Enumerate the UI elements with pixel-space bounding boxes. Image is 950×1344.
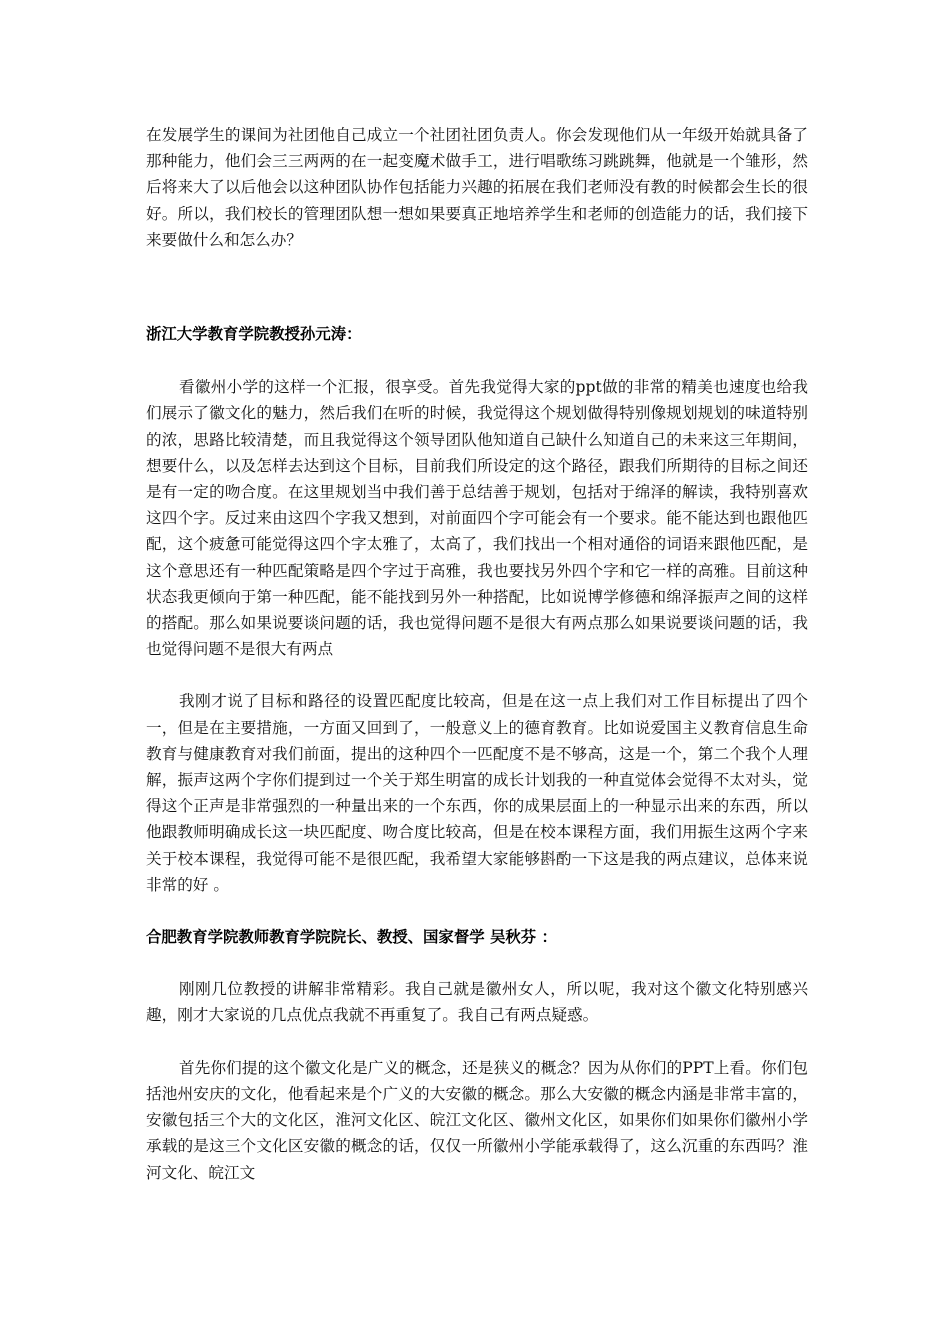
paragraph-wu-1: 刚刚几位教授的讲解非常精彩。我自己就是徽州女人，所以呢，我对这个徽文化特别感兴趣，刚才大家说的几点优点我就不再重复了。我自己有两点疑惑。 [146, 980, 808, 1025]
paragraph-wu-2: 首先你们提的这个徽文化是广义的概念，还是狭义的概念？因为从你们的PPT上看。你们包括池州安庆的文化，他看起来是个广义的大安徽的概念。那么大安徽的概念内涵是非常丰富的，安徽包括三个大的文化区，淮河文化区、皖江文化区、徽州文化区，如果你们如果你们徽州小学承载的是这三个文化区安徽的概念的话，仅仅一所徽州小学能承载得了，这么沉重的东西吗？淮河文化、皖江文 [146, 1058, 808, 1182]
speaker-heading-wu-qiufen: 合肥教育学院教师教育学院院长、教授、国家督学 吴秋芬 ： [146, 928, 557, 947]
speaker-heading-sun-yuantao: 浙江大学教育学院教授孙元涛： [146, 325, 362, 344]
spacer [146, 898, 808, 924]
document-body [146, 122, 808, 1186]
spacer [146, 662, 808, 688]
spacer [146, 1029, 808, 1055]
paragraph-intro: 在发展学生的课间为社团他自己成立一个社团社团负责人。你会发现他们从一年级开始就具备了那种能力，他们会三三两两的在一起变魔术做手工，进行唱歌练习跳跳舞，他就是一个雏形，然后将来大了以后他会以这种团队协作包括能力兴趣的拓展在我们老师没有教的时候都会生长的很好。所以，我们校长的管理团队想一想如果要真正地培养学生和老师的创造能力的话，我们接下来要做什么和怎么办？ [146, 126, 808, 249]
paragraph-sun-2: 我刚才说了目标和路径的设置匹配度比较高，但是在这一点上我们对工作目标提出了四个一，但是在主要措施，一方面又回到了，一般意义上的德育教育。比如说爱国主义教育信息生命教育与健康教育对我们前面，提出的这种四个一匹配度不是不够高，这是一个，第二个我个人理解，振声这两个字你们提到过一个关于郑生明富的成长计划我的一种直觉体会觉得不太对头，觉得这个正声是非常强烈的一种量出来的一个东西，你的成果层面上的一种显示出来的东西，所以他跟教师明确成长这一块匹配度、吻合度比较高，但是在校本课程方面，我们用振生这两个字来关于校本课程，我觉得可能不是很匹配，我希望大家能够斟酌一下这是我的两点建议，总体来说非常的好 。 [146, 692, 808, 894]
spacer [146, 253, 808, 321]
spacer [146, 347, 808, 374]
paragraph-sun-1: 看徽州小学的这样一个汇报，很享受。首先我觉得大家的ppt做的非常的精美也速度也给我们展示了徽文化的魅力，然后我们在听的时候，我觉得这个规划做得特别像规划规划的味道特别的浓，思路比较清楚，而且我觉得这个领导团队他知道自己缺什么知道自己的未来这三年期间，想要什么，以及怎样去达到这个目标，目前我们所设定的这个路径，跟我们所期待的目标之间还是有一定的吻合度。在这里规划当中我们善于总结善于规划，包括对于绵泽的解读，我特别喜欢这四个字。反过来由这四个字我又想到，对前面四个字可能会有一个要求。能不能达到也跟他匹配，这个疲惫可能觉得这四个字太雅了，太高了，我们找出一个相对通俗的词语来跟他匹配，是这个意思还有一种匹配策略是四个字过于高雅，我也要找另外四个字和它一样的高雅。目前这种状态我更倾向于第一种匹配，能不能找到另外一种搭配，比如说博学修德和绵泽振声之间的这样的搭配。那么如果说要谈问题的话，我也觉得问题不是很大有两点那么如果说要谈问题的话，我也觉得问题不是很大有两点 [146, 378, 808, 659]
spacer [146, 950, 808, 976]
